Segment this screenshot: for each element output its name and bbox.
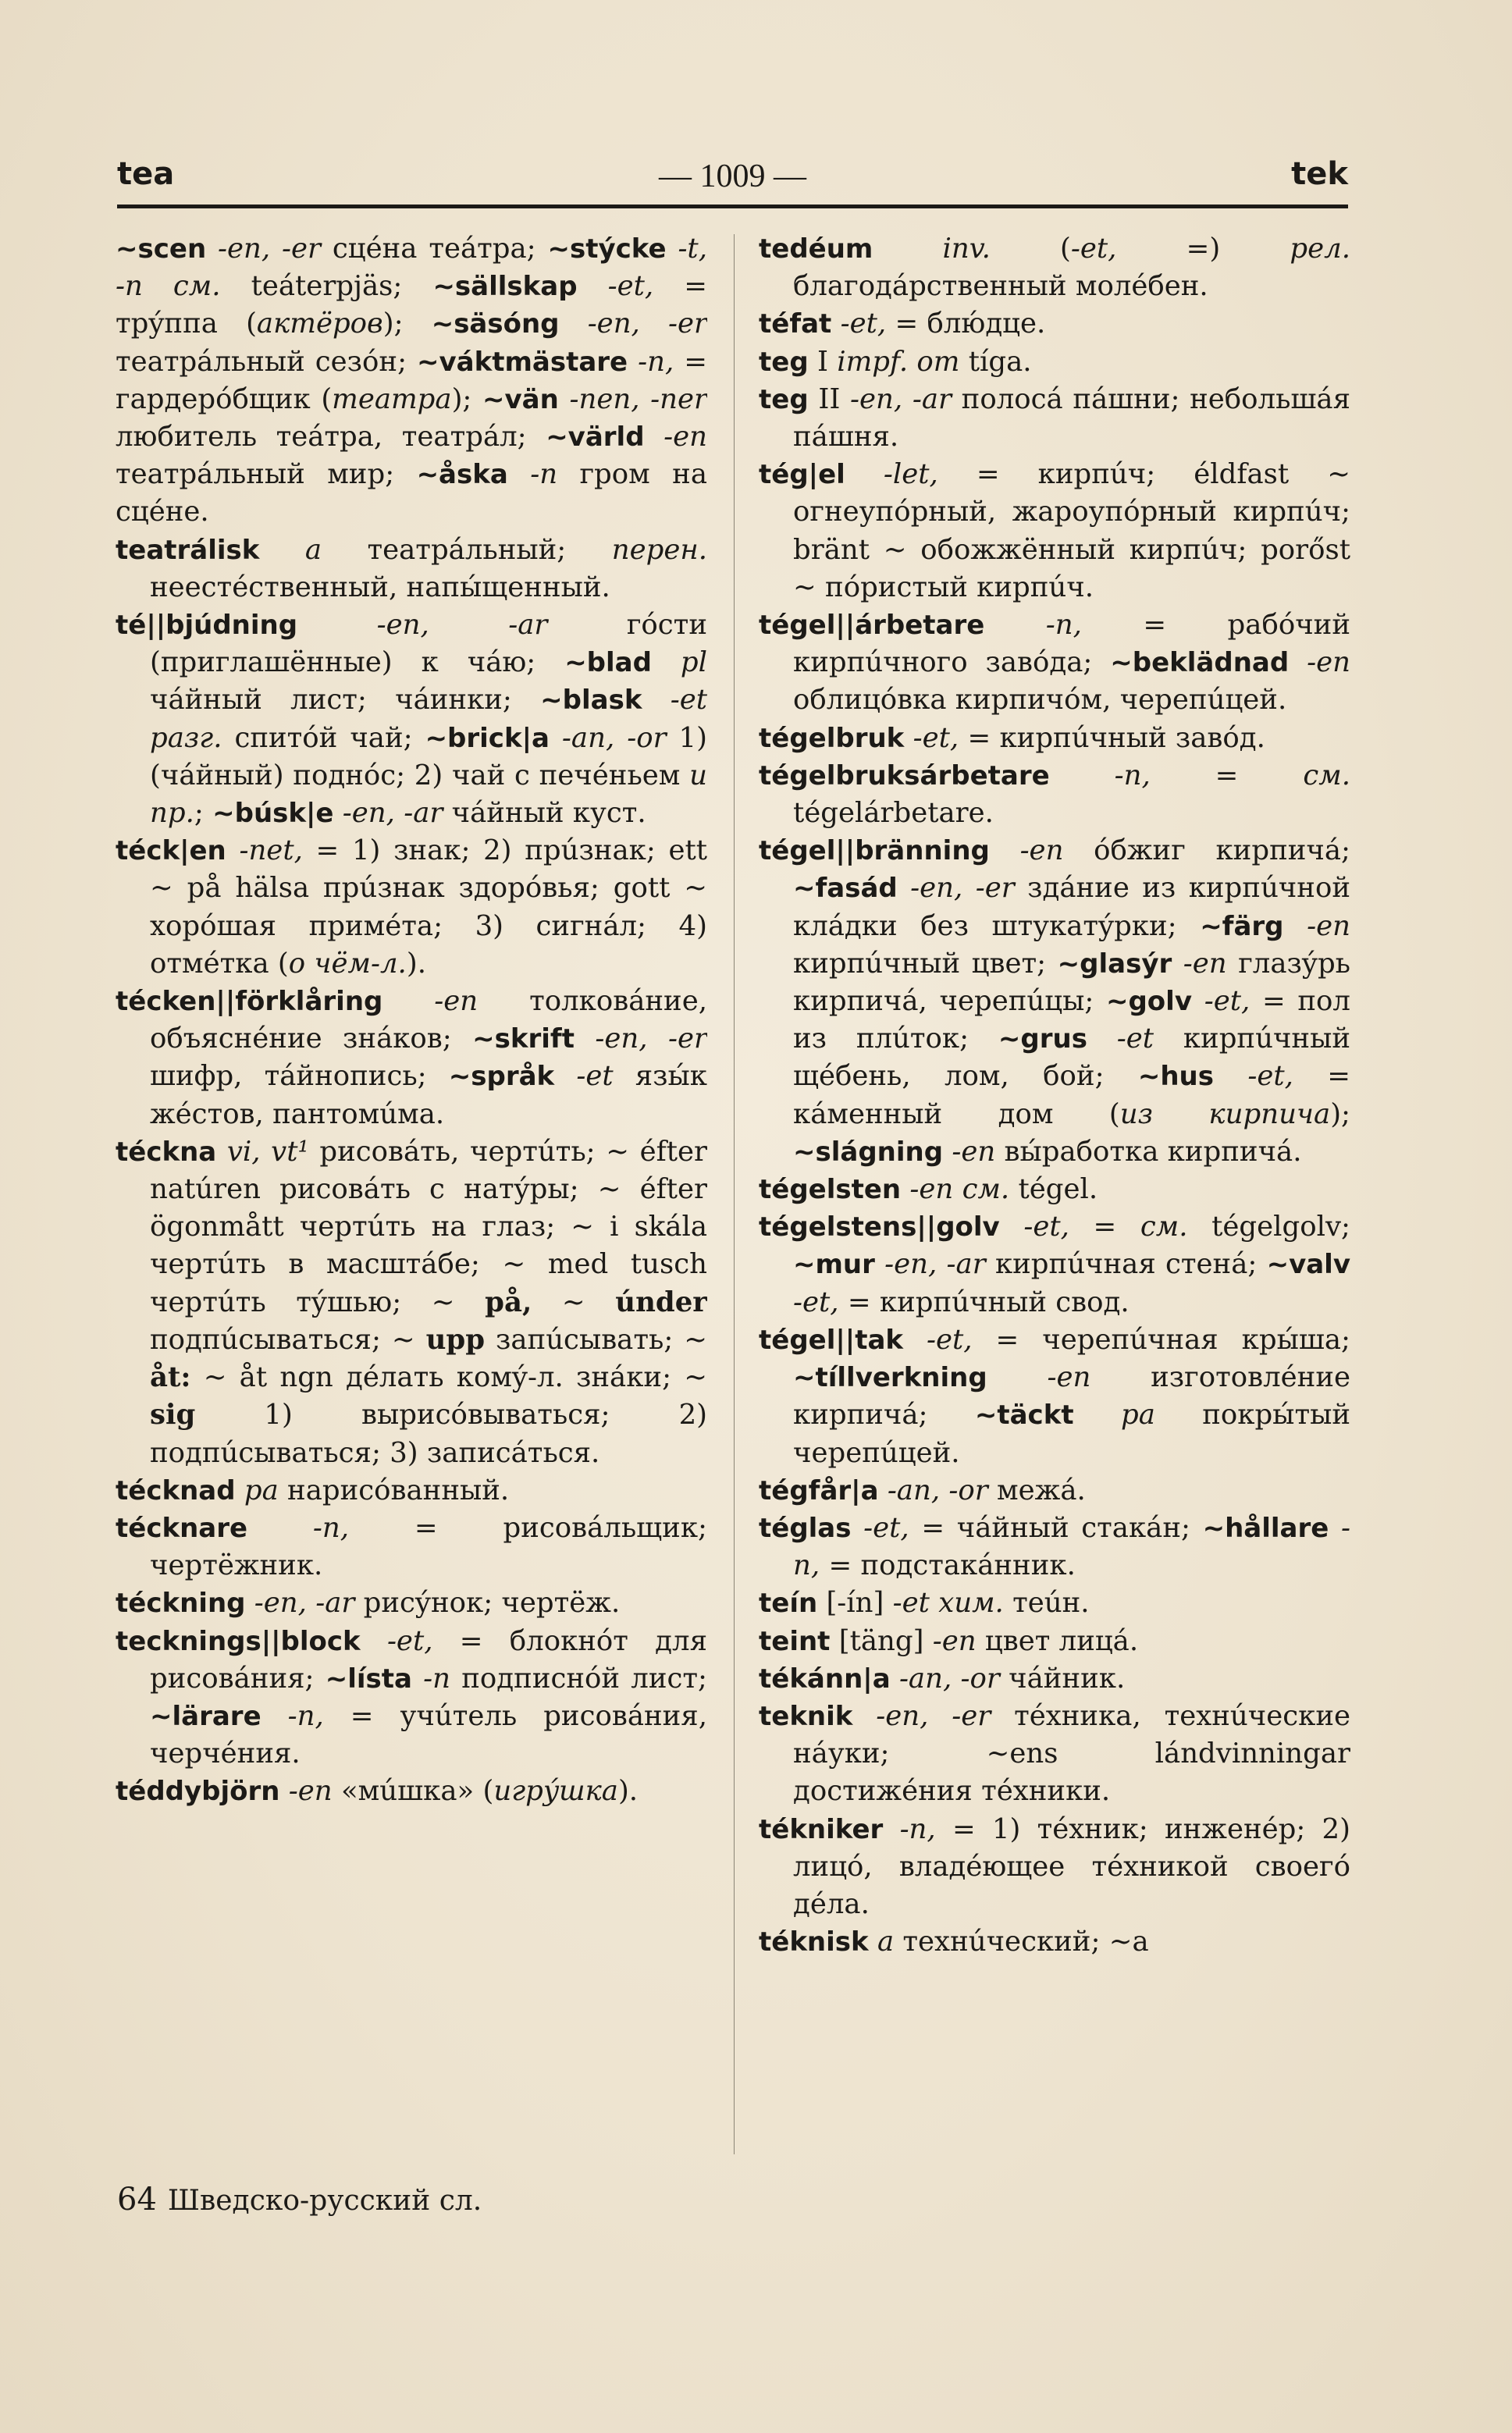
dictionary-entry: tedéum inv. (-et, =) рел. благодáрственный молéбен. (759, 233, 1350, 303)
dictionary-entry: téfat -et, = блю́дце. (759, 308, 1046, 340)
page-number: — 1009 — (659, 158, 806, 194)
dictionary-entry: técknare -n, = рисовáльщик; чертёжник. (116, 1511, 707, 1582)
dictionary-entry: tégel||bränning -en óбжиг кирпичá; ~fasád -en, -er здáние из кирпúчной клáдки без штукатýрки; ~färg -en кирпúчный цвет; ~glasýr -en глазýрь кирпичá, черепúцы; ~golv -et, = пол из плúток; ~grus -et кирпúчный щéбень, лом, бой; ~hus -et, = кáменный дом (из кирпича); ~slágning -en вы́работка кирпичá. (759, 834, 1350, 1168)
dictionary-entry: té||bjúdning -en, -ar гóсти (приглашённые) к чáю; ~blad pl чáйный лист; чáинки; ~blask -et разг. спитóй чай; ~brick|a -an, -or 1) (чáйный) поднóс; 2) чай с печéньем и пр.; ~búsk|e -en, -ar чáйный куст. (116, 609, 707, 830)
header-rule (117, 205, 1348, 208)
dictionary-entry: teint [täng] -en цвет лицá. (759, 1624, 1139, 1657)
dictionary-entry: tégelstens||golv -et, = см. tégelgolv; ~mur -en, -ar кирпúчная стенá; ~valv -et, = кирпúчный свод. (759, 1211, 1350, 1318)
dictionary-entry: téck|en -net, = 1) знак; 2) прúзнак; ett ~ på hälsa прúзнак здорóвья; gott ~ хорóшая примéта; 3) сигнáл; 4) отмéтка (о чём-л.). (116, 834, 707, 980)
dictionary-entry: tégelbruk -et, = кирпúчный завóд. (759, 721, 1265, 754)
dictionary-entry: tég|el -let, = кирпúч; éldfast ~ огнеупóрный, жароупóрный кирпúч; bränt ~ обожжённый кирпúч; porőst ~ пóристый кирпúч. (759, 458, 1350, 603)
dictionary-entry: teg I impf. om tíga. (759, 345, 1032, 378)
dictionary-entry: tékánn|a -an, -or чáйник. (759, 1662, 1126, 1695)
header-right-guideword: tek (1291, 156, 1348, 192)
signature-number: 64 (117, 2182, 157, 2218)
dictionary-entry: técknad pa нарисóванный. (116, 1474, 510, 1506)
dictionary-entry: teknik -en, -er тéхника, технúческие нáуки; ~ens lándvinningar достижéния тéхники. (759, 1699, 1350, 1808)
right-column (759, 230, 1350, 2166)
dictionary-entry: téddybjörn -en «мúшка» (игрýшка). (116, 1775, 639, 1808)
dictionary-entry: tégfår|a -an, -or межá. (759, 1474, 1086, 1506)
dictionary-entry: tékniker -n, = 1) тéхник; инженéр; 2) лицó, владéющее тéхникой своегó дéла. (759, 1812, 1350, 1920)
left-column (116, 230, 707, 2166)
page-footer (117, 2182, 482, 2218)
dictionary-entry: téknisk a технúческий; ~a (759, 1926, 1149, 1958)
page-header (117, 156, 1348, 206)
signature-title: Шведско-русский сл. (167, 2185, 482, 2217)
dictionary-entry: teín [-ín] -et хим. теúн. (759, 1587, 1090, 1620)
dictionary-entry: tégel||tak -et, = черепúчная кры́ша; ~tíllverkning -en изготовлéние кирпичá; ~täckt pa покры́тый черепúцей. (759, 1323, 1350, 1469)
column-divider (734, 234, 735, 2154)
header-left-guideword: tea (117, 156, 175, 192)
dictionary-entry: ~scen -en, -er сцéна теáтра; ~stýcke -t, -n см. teáterpjäs; ~sällskap -et, = трýппа (актёров); ~säsóng -en, -er театрáльный сезóн; ~váktmästare -n, = гардерóбщик (театра); ~vän -nen, -ner любитель теáтра, театрáл; ~värld -en театрáльный мир; ~åska -n гром на сцéне. (116, 233, 707, 528)
dictionary-entry: tégel||árbetare -n, = рабóчий кирпúчного завóда; ~beklädnad -en облицóвка кирпичóм, черепúцей. (759, 609, 1350, 717)
dictionary-entry: téckna vi, vt¹ рисовáть, чертúть; ~ éfter natúren рисовáть с натýры; ~ éfter ögonmått чертúть на глаз; ~ i skála чертúть в масштáбе; ~ med tusch чертúть тýшью; ~ på, ~ únder подпúсываться; ~ upp запúсывать; ~ åt: ~ åt ngn дéлать комý-л. знáки; ~ sig 1) вырисóвываться; 2) подпúсываться; 3) записáться. (116, 1135, 707, 1469)
dictionary-entry: téckning -en, -ar рисýнок; чертёж. (116, 1587, 621, 1620)
dictionary-entry: teg II -en, -ar полосá пáшни; небольшáя пáшня. (759, 382, 1350, 454)
dictionary-entry: téglas -et, = чáйный стакáн; ~hållare -n, = подстакáнник. (759, 1511, 1350, 1582)
dictionary-entry: tégelsten -en см. tégel. (759, 1173, 1098, 1206)
dictionary-entry: teatrálisk a театрáльный; перен. неестéственный, напы́щенный. (116, 533, 707, 603)
dictionary-entry: técken||förklåring -en толковáние, объяснéние знáков; ~skrift -en, -er шифр, тáйнопись; ~språk -et язы́к жéстов, пантомúма. (116, 985, 707, 1130)
dictionary-entry: tégelbruksárbetare -n, = см. tégelárbetare. (759, 759, 1350, 830)
dictionary-entry: tecknings||block -et, = блокнóт для рисовáния; ~lísta -n подписнóй лист; ~lärare -n, = учúтель рисовáния, черчéния. (116, 1624, 707, 1770)
